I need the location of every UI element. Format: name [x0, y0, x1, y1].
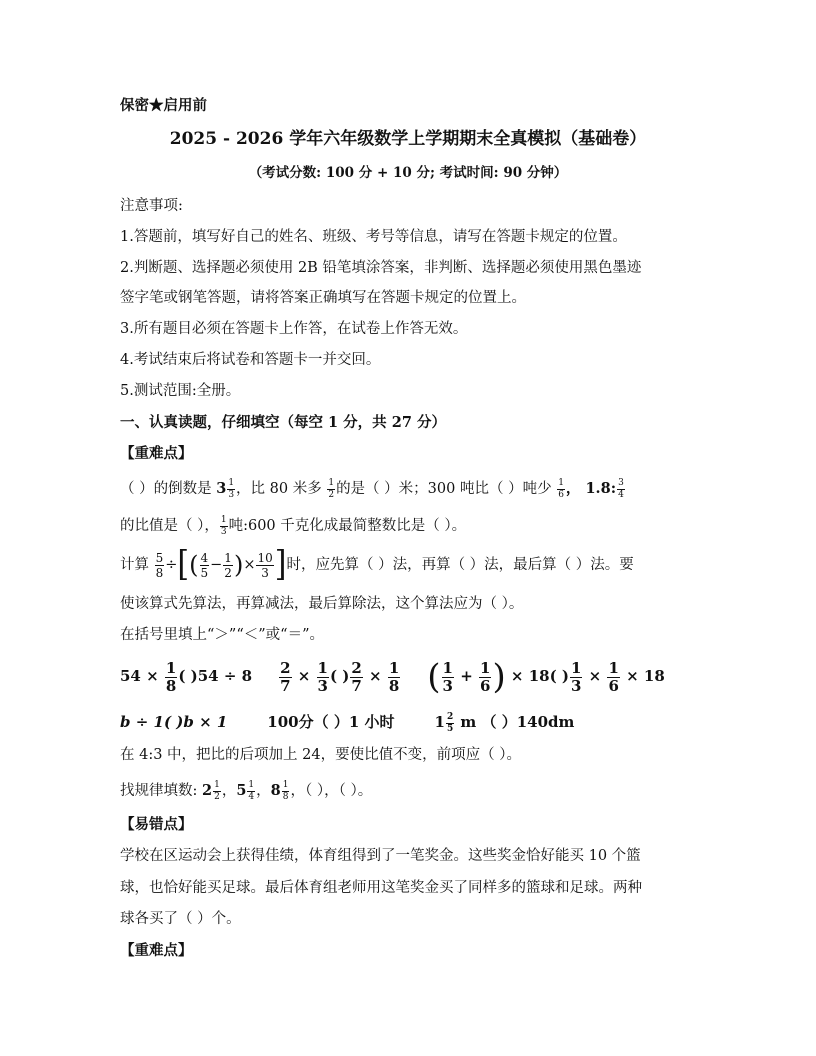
fraction: $\frac{1}{2}$	[214, 779, 220, 802]
fraction: $\frac{1}{3}$	[228, 477, 235, 500]
question-3-intro: 在括号里填上“＞”“＜”或“＝”。	[120, 627, 324, 643]
fraction: $\frac{1}{8}$	[165, 658, 177, 695]
separator: ，	[221, 783, 237, 799]
divide-sign: ÷	[165, 557, 178, 573]
fraction: $\frac{5}{8}$	[155, 550, 164, 580]
separator: ，	[290, 783, 305, 799]
expr-text: ×	[292, 667, 316, 685]
expr-text: ×	[363, 667, 387, 685]
fraction: $\frac{2}{5}$	[446, 711, 454, 734]
notice-item: 4.考试结束后将试卷和答题卡一并交回。	[120, 352, 381, 368]
fraction: $\frac{4}{5}$	[200, 550, 209, 580]
q1-text: ， 1.8:	[565, 480, 617, 497]
expr-text: ( )	[329, 667, 350, 685]
q2-text: 计算	[120, 557, 154, 573]
fraction: $\frac{1}{6}$	[480, 658, 491, 695]
mixed-integer: 3	[216, 480, 227, 497]
question-2-line-2: 使该算式先算法，再算减法，最后算除法，这个算法应为（ ）。	[120, 596, 524, 612]
fraction: $\frac{1}{2}$	[328, 477, 335, 500]
fraction: $\frac{1}{3}$	[317, 658, 328, 695]
expr-text: × 18( )	[505, 667, 570, 685]
q1-text: 的比值是（ ），	[120, 518, 219, 534]
question-2-line-1	[120, 544, 634, 585]
left-bracket: [	[177, 544, 190, 585]
notice-item: 2.判断题、选择题必须使用 2B 铅笔填涂答案，非判断、选择题必须使用黑色墨迹	[120, 260, 642, 276]
right-bracket: ]	[274, 544, 287, 585]
question-6-line: 学校在区运动会上获得佳绩，体育组得到了一笔奖金。这些奖金恰好能买 10 个篮	[120, 848, 641, 864]
separator: ，	[256, 783, 271, 799]
notice-item: 1.答题前，填写好自己的姓名、班级、考号等信息，请写在答题卡规定的位置。	[120, 229, 627, 245]
expr-text: ( )54 ÷ 8	[178, 667, 253, 685]
expr-text: m （ ）140dm	[455, 713, 575, 731]
q5-text: （ ），（ ）。	[304, 783, 373, 799]
fraction: $\frac{1}{6}$	[608, 658, 619, 695]
q1-text: ，比 80 米多	[236, 481, 327, 497]
notice-heading: 注意事项:	[120, 198, 183, 214]
q1-text: （ ）的倒数是	[120, 481, 217, 497]
expr-text: ×	[583, 667, 607, 685]
q1-text: 的是（ ）米；300 吨比（ ）吨少	[336, 481, 557, 497]
notice-item: 签字笔或钢笔答题，请将答案正确填写在答题卡规定的位置上。	[120, 290, 526, 306]
tag-hard: 【重难点】	[120, 445, 193, 462]
mixed-integer: 5	[236, 782, 247, 799]
question-6-line: 球，也恰好能买足球。最后体育组老师用这笔奖金买了同样多的篮球和足球。两种	[120, 880, 642, 896]
minus-sign: −	[210, 557, 223, 573]
times-sign: ×	[243, 557, 256, 573]
mixed-integer: 2	[202, 782, 213, 799]
right-paren: )	[233, 551, 244, 579]
notice-item: 5.测试范围:全册。	[120, 383, 241, 399]
expr-text: b ÷ 1( )b × 1	[120, 713, 228, 731]
exam-subtitle: （考试分数: 100 分 + 10 分; 考试时间: 90 分钟）	[248, 165, 568, 181]
left-paren: (	[189, 551, 199, 579]
fraction: $\frac{1}{6}$	[558, 477, 564, 500]
fraction: $\frac{1}{8}$	[388, 658, 400, 695]
fraction: $\frac{1}{3}$	[442, 658, 453, 695]
comparison-row-1	[120, 657, 665, 697]
fraction: $\frac{2}{7}$	[351, 658, 362, 695]
fraction: $\frac{1}{4}$	[248, 779, 255, 802]
question-1-line-1	[120, 477, 626, 501]
mixed-integer: 1	[434, 713, 445, 731]
exam-title: 2025 - 2026 学年六年级数学上学期期末全真模拟（基础卷）	[169, 129, 647, 149]
mixed-integer: 8	[270, 782, 281, 799]
fraction: $\frac{1}{3}$	[571, 658, 582, 695]
question-4: 在 4:3 中，把比的后项加上 24，要使比值不变，前项应（ ）。	[120, 747, 521, 763]
right-paren: )	[492, 657, 506, 697]
expr-text: × 18	[620, 667, 665, 685]
fraction: $\frac{3}{4}$	[618, 477, 624, 500]
question-1-line-2	[120, 514, 466, 538]
tag-error: 【易错点】	[120, 816, 193, 833]
confidential-label: 保密★启用前	[120, 97, 207, 114]
q5-text: 找规律填数:	[120, 783, 202, 799]
fraction: $\frac{2}{7}$	[280, 658, 291, 695]
q2-text: 时，应先算（ ）法，再算（ ）法，最后算（ ）法。要	[286, 557, 634, 573]
fraction: $\frac{1}{8}$	[282, 779, 289, 802]
tag-hard: 【重难点】	[120, 942, 193, 959]
expr-text: +	[454, 667, 478, 685]
q1-text: 吨:600 千克化成最简整数比是（ ）。	[228, 518, 467, 534]
fraction: $\frac{10}{3}$	[257, 550, 273, 580]
question-6-line: 球各买了（ ）个。	[120, 911, 241, 927]
question-5	[120, 779, 372, 803]
left-paren: (	[427, 657, 441, 697]
expr-text: 100分（ ）1 小时	[267, 713, 395, 731]
section-title: 一、认真读题，仔细填空（每空 1 分，共 27 分）	[120, 414, 446, 431]
fraction: $\frac{1}{3}$	[220, 514, 227, 537]
fraction: $\frac{1}{2}$	[224, 550, 232, 580]
comparison-row-2	[120, 707, 574, 737]
expr-text: 54 ×	[120, 667, 164, 685]
notice-item: 3.所有题目必须在答题卡上作答，在试卷上作答无效。	[120, 321, 468, 337]
